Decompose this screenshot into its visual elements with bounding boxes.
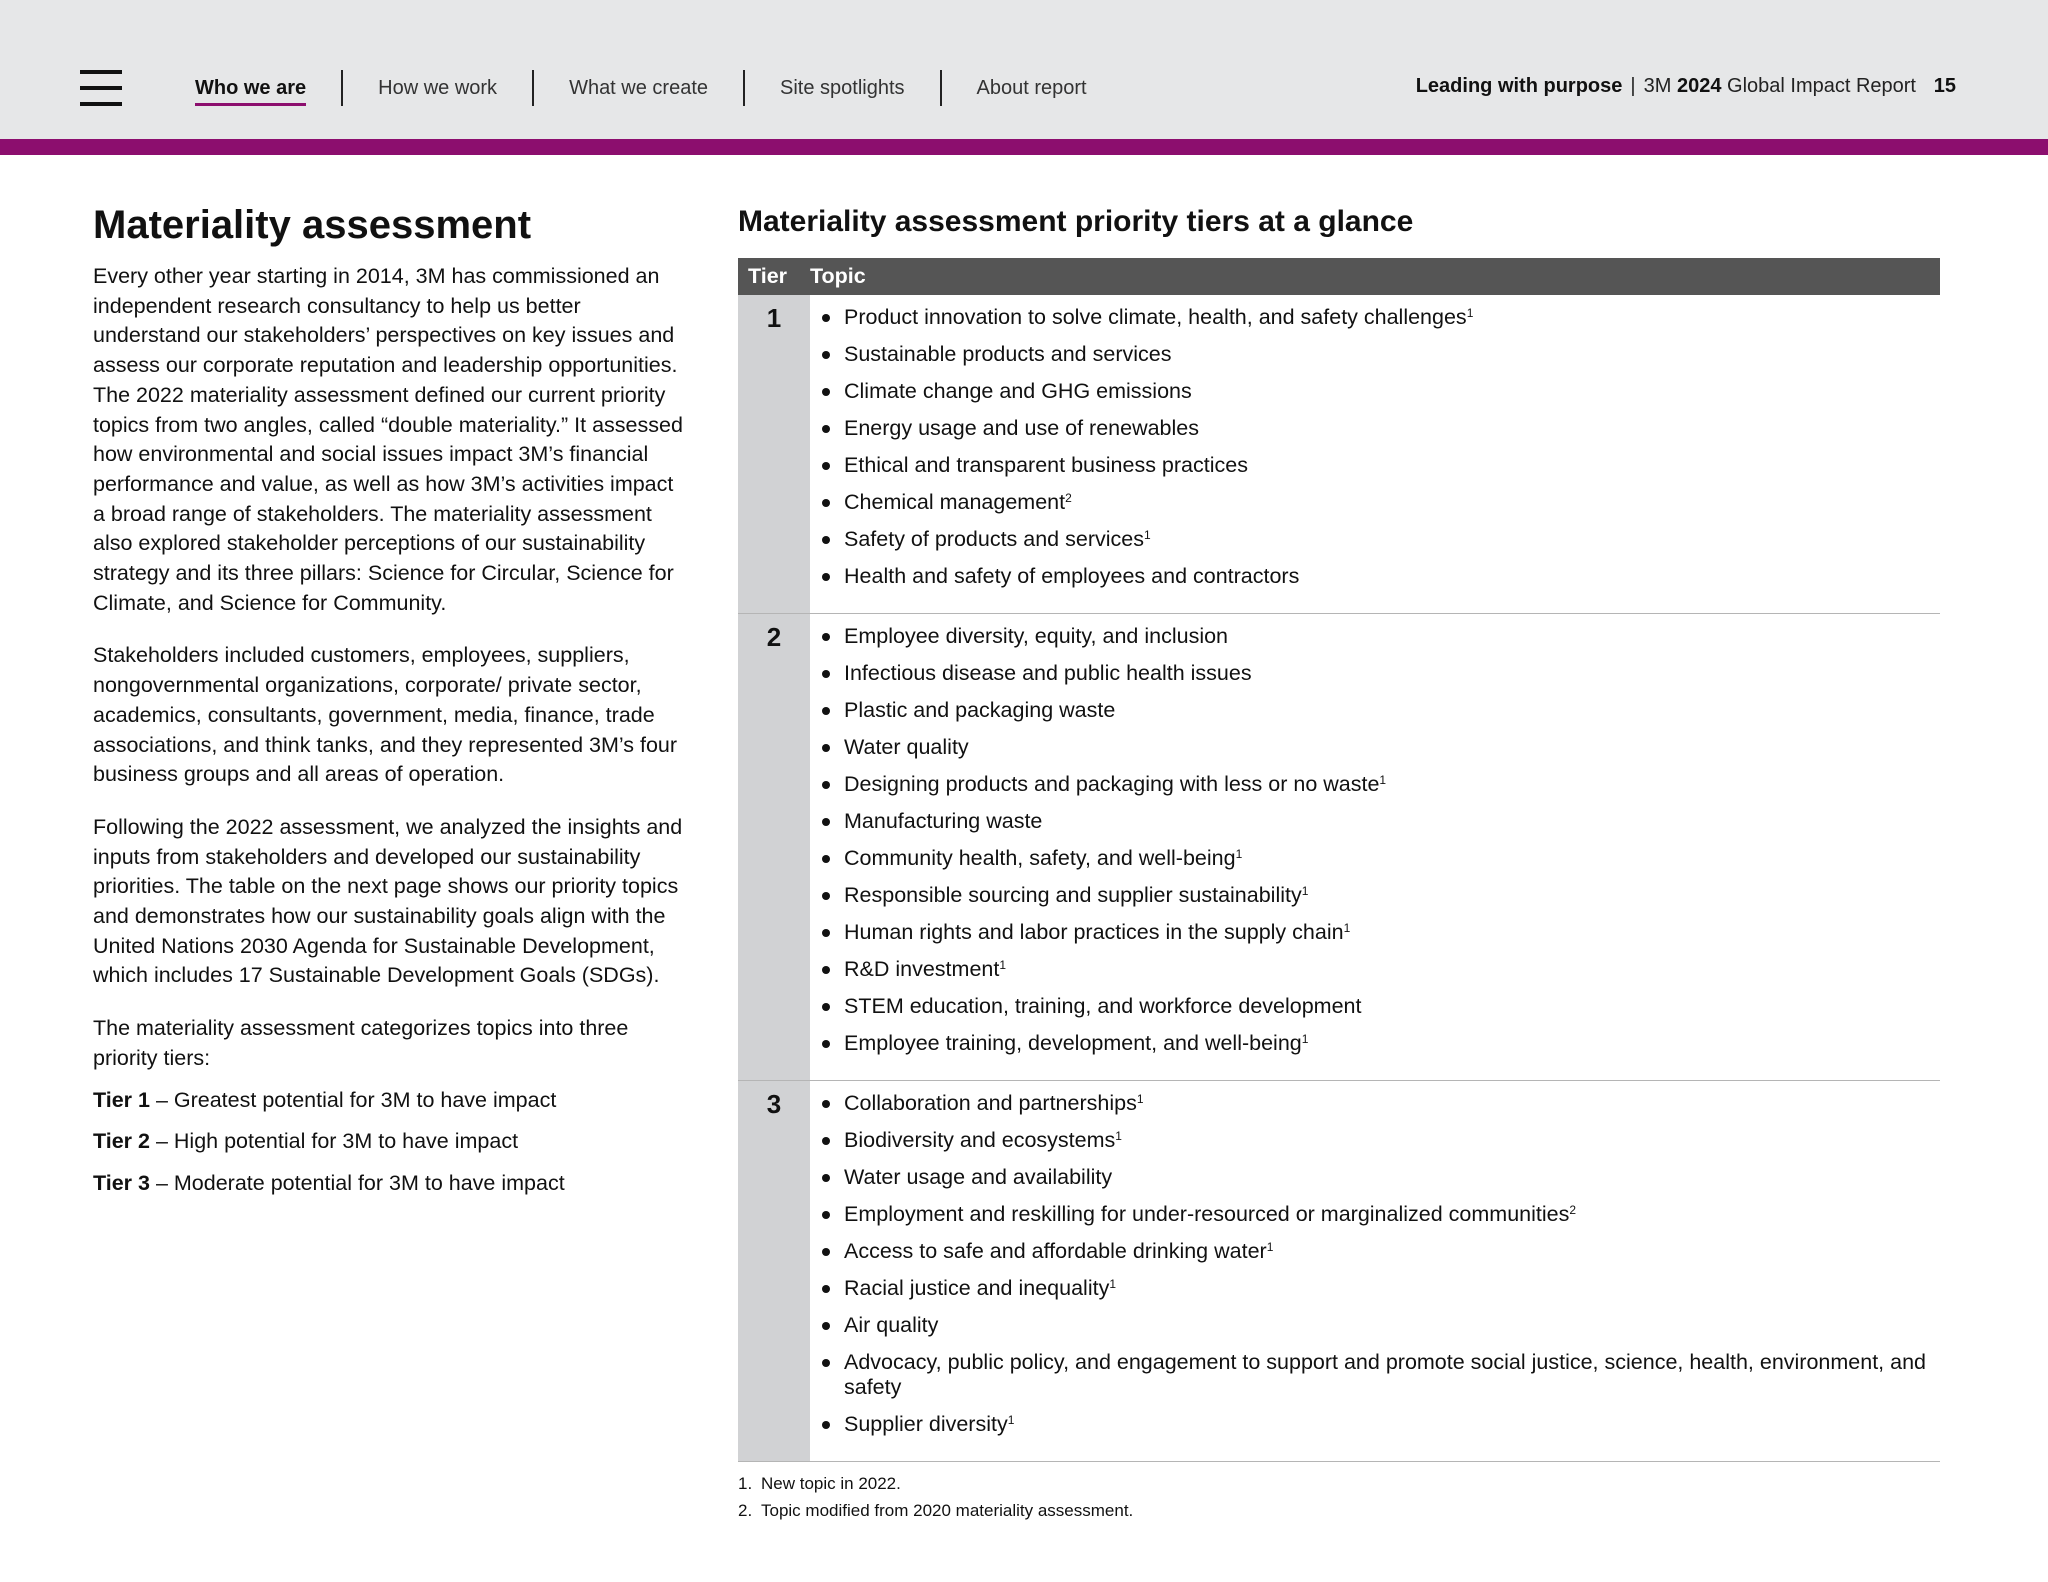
topic-item: Employee diversity, equity, and inclusion (810, 624, 1940, 649)
table-title: Materiality assessment priority tiers at a glance (738, 205, 1414, 238)
footnote-marker: 1 (1143, 528, 1151, 542)
topic-item: Water quality (810, 735, 1940, 760)
intro-column (93, 200, 683, 1211)
tier-definition: Tier 2 – High potential for 3M to have impact (93, 1129, 519, 1154)
topic-item: Chemical management$^2$ (810, 490, 1940, 515)
tier-definition: Tier 1 – Greatest potential for 3M to have impact (93, 1087, 557, 1112)
main-nav (170, 68, 1122, 108)
nav-site-spotlights[interactable]: Site spotlights (780, 77, 905, 99)
footnote-marker: 1 (1136, 1092, 1144, 1106)
topic-item: Water usage and availability (810, 1165, 1940, 1190)
topic-item: Ethical and transparent business practices (810, 453, 1940, 478)
tier-definition: Tier 3 – Moderate potential for 3M to have impact (93, 1170, 565, 1195)
tier-number: 2 (738, 614, 810, 1080)
tier-number: 1 (738, 295, 810, 613)
footnote-marker: 1 (999, 958, 1007, 972)
report-title (1416, 70, 1916, 102)
tier-column-header: Tier (748, 264, 788, 288)
topic-item: Biodiversity and ecosystems$^1$ (810, 1128, 1940, 1153)
topic-item: Manufacturing waste (810, 809, 1940, 834)
topic-item: Climate change and GHG emissions (810, 379, 1940, 404)
footnote-marker: 1 (1235, 847, 1243, 861)
topic-item: Designing products and packaging with less or no waste$^1$ (810, 772, 1940, 797)
menu-icon[interactable] (80, 70, 122, 106)
page-title: Materiality assessment (93, 203, 532, 247)
footnotes (738, 1470, 1940, 1524)
topic-item: Supplier diversity$^1$ (810, 1412, 1940, 1437)
intro-paragraph: Every other year starting in 2014, 3M has commissioned an independent research consultancy to help us better understand our stakeholders’ perspectives on key issues and assess our corporate reputation and leadership opportunities. The 2022 materiality assessment defined our current priority topics from two angles, called “double materiality.” It assessed how environmental and social issues impact 3M’s financial performance and value, as well as how 3M’s activities impact a broad range of stakeholders. The materiality assessment also explored stakeholder perceptions of our sustainability strategy and its three pillars: Science for Circular, Science for Climate, and Science for Community. (93, 264, 683, 615)
priority-tiers-table (738, 258, 1940, 1462)
footnote-marker: 1 (1301, 1032, 1309, 1046)
topic-item: Safety of products and services$^1$ (810, 527, 1940, 552)
analysis-paragraph: Following the 2022 assessment, we analyzed the insights and inputs from stakeholders and developed our sustainability priorities. The table on the next page shows our priority topics and demonstrates how our sustainability goals align with the United Nations 2030 Agenda for Sustainable Development, which includes 17 Sustainable Development Goals (SDGs). (93, 814, 683, 988)
footnote-marker: 1 (1466, 306, 1474, 320)
topic-item: Collaboration and partnerships$^1$ (810, 1091, 1940, 1116)
page-number: 15 (1933, 75, 1956, 97)
footnote-marker: 1 (1007, 1413, 1015, 1427)
topic-item: Community health, safety, and well-being$^1$ (810, 846, 1940, 871)
company-name: 3M (1643, 75, 1672, 97)
tiers-intro: The materiality assessment categorizes topics into three priority tiers: (93, 1016, 629, 1070)
footnote-marker: 2 (1065, 491, 1072, 505)
title-separator: | (1630, 75, 1636, 97)
footnote-marker: 1 (1379, 773, 1387, 787)
accent-bar (0, 139, 2048, 155)
footnote-marker: 1 (1115, 1129, 1122, 1143)
footnote: 1. New topic in 2022. (738, 1474, 901, 1493)
stakeholders-paragraph: Stakeholders included customers, employees, suppliers, nongovernmental organizations, corporate/ private sector, academics, consultants, government, media, finance, trade associations, and think tanks, and they represented 3M’s four business groups and all areas of operation. (93, 643, 678, 787)
tier-row (738, 295, 1940, 614)
topic-list (810, 614, 1940, 1080)
tier-row (738, 614, 1940, 1081)
topic-item: Advocacy, public policy, and engagement to support and promote social justice, science, health, environment, and safety (810, 1350, 1940, 1400)
report-name: Global Impact Report (1727, 75, 1916, 97)
footnote-marker: 1 (1301, 884, 1309, 898)
topic-list (810, 295, 1940, 613)
footnote-marker: 1 (1343, 921, 1351, 935)
topic-item: Energy usage and use of renewables (810, 416, 1940, 441)
section-name: Leading with purpose (1415, 75, 1623, 97)
footnote: 2. Topic modified from 2020 materiality assessment. (738, 1501, 1134, 1520)
table-header (738, 258, 1940, 295)
nav-what-we-create[interactable]: What we create (569, 77, 709, 99)
topic-item: Access to safe and affordable drinking water$^1$ (810, 1239, 1940, 1264)
topic-item: Human rights and labor practices in the supply chain$^1$ (810, 920, 1940, 945)
topic-list (810, 1081, 1940, 1461)
topic-item: Sustainable products and services (810, 342, 1940, 367)
topic-item: STEM education, training, and workforce development (810, 994, 1940, 1019)
priority-tiers-section (738, 200, 1940, 1524)
topic-column-header: Topic (810, 264, 866, 288)
topic-item: Air quality (810, 1313, 1940, 1338)
nav-how-we-work[interactable]: How we work (378, 77, 498, 99)
footnote-marker: 1 (1109, 1277, 1117, 1291)
nav-about-report[interactable]: About report (976, 77, 1087, 99)
topic-item: Infectious disease and public health issues (810, 661, 1940, 686)
nav-who-we-are[interactable]: Who we are (170, 68, 341, 108)
topic-item: Product innovation to solve climate, health, and safety challenges$^1$ (810, 305, 1940, 330)
topic-item: Plastic and packaging waste (810, 698, 1940, 723)
topic-item: Racial justice and inequality$^1$ (810, 1276, 1940, 1301)
topic-item: Responsible sourcing and supplier sustainability$^1$ (810, 883, 1940, 908)
topic-item: Employment and reskilling for under-resourced or marginalized communities$^2$ (810, 1202, 1940, 1227)
tier-number: 3 (738, 1081, 810, 1461)
report-year: 2024 (1676, 75, 1722, 97)
topic-item: Employee training, development, and well-being$^1$ (810, 1031, 1940, 1056)
tier-row (738, 1081, 1940, 1462)
topic-item: R&D investment$^1$ (810, 957, 1940, 982)
footnote-marker: 1 (1266, 1240, 1274, 1254)
footnote-marker: 2 (1569, 1203, 1577, 1217)
topic-item: Health and safety of employees and contractors (810, 564, 1940, 589)
